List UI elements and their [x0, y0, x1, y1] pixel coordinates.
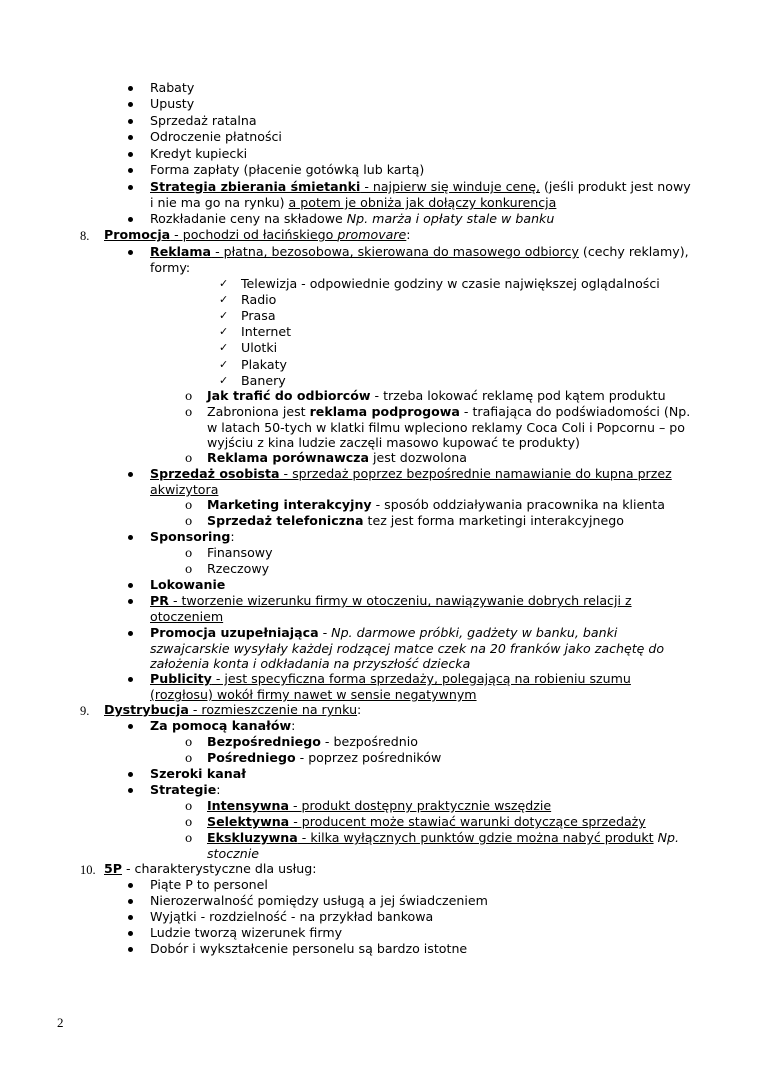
circle-bullet-icon: o	[185, 562, 193, 576]
circle-bullet-icon: o	[185, 405, 193, 419]
section-heading: Dystrybucja - rozmieszczenie na rynku:	[104, 702, 362, 717]
bullet-icon	[128, 899, 133, 904]
media-item: Radio	[241, 292, 277, 307]
selektywna-item: Selektywna - producent może stawiać warunki dotyczące sprzedaży	[207, 814, 646, 829]
circle-bullet-icon: o	[185, 451, 193, 465]
podprogowa-line2: w latach 50-tych w klatki filmu wpleciono reklamy Coca Coli i Popcornu – po	[207, 420, 685, 435]
podprogowa-item: Zabroniona jest reklama podprogowa - trafiająca do podświadomości (Np.	[207, 404, 691, 419]
bullet-icon	[128, 152, 133, 157]
circle-bullet-icon: o	[185, 831, 193, 845]
bullet-icon	[128, 724, 133, 729]
media-item: Banery	[241, 373, 286, 388]
checkmark-icon: ✓	[219, 277, 229, 290]
bullet-icon	[128, 772, 133, 777]
posredniego-item: Pośredniego - poprzez pośredników	[207, 750, 442, 765]
sponsoring-subitem: Finansowy	[207, 545, 273, 560]
list-item: Odroczenie płatności	[150, 129, 282, 144]
bullet-icon	[128, 583, 133, 588]
bullet-icon	[128, 535, 133, 540]
osobista-item: Sprzedaż osobista - sprzedaż poprzez bezpośrednie namawianie do kupna przez	[150, 466, 672, 481]
checkmark-icon: ✓	[219, 358, 229, 371]
uzupelniajaca-item: Promocja uzupełniająca - Np. darmowe próbki, gadżety w banku, banki	[150, 625, 618, 640]
porownawcza-item: Reklama porównawcza jest dozwolona	[207, 450, 467, 465]
list-item-strategia: Strategia zbierania śmietanki - najpierw się winduje cenę, (jeśli produkt jest nowy	[150, 179, 691, 194]
list-item: Kredyt kupiecki	[150, 146, 248, 161]
bullet-icon	[128, 883, 133, 888]
reklama-item: Reklama - płatna, bezosobowa, skierowana do masowego odbiorcy (cechy reklamy),	[150, 244, 689, 259]
bullet-icon	[128, 599, 133, 604]
szeroki-item: Szeroki kanał	[150, 766, 246, 781]
checkmark-icon: ✓	[219, 341, 229, 354]
list-item: Upusty	[150, 96, 195, 111]
reklama-item-line2: formy:	[150, 260, 191, 275]
sponsoring-subitem: Rzeczowy	[207, 561, 270, 576]
bullet-icon	[128, 631, 133, 636]
bullet-icon	[128, 102, 133, 107]
section-heading: Promocja - pochodzi od łacińskiego promovare:	[104, 227, 411, 242]
section-number: 9.	[80, 704, 90, 718]
circle-bullet-icon: o	[185, 389, 193, 403]
bullet-icon	[128, 472, 133, 477]
circle-bullet-icon: o	[185, 751, 193, 765]
bullet-icon	[128, 677, 133, 682]
bullet-icon	[128, 915, 133, 920]
bullet-icon	[128, 119, 133, 124]
media-item: Prasa	[241, 308, 276, 323]
bullet-icon	[128, 250, 133, 255]
list-item: Sprzedaż ratalna	[150, 113, 257, 128]
page-number: 2	[57, 1015, 64, 1030]
ekskluzywna-item: Ekskluzywna - kilka wyłącznych punktów gdzie można nabyć produkt Np.	[207, 830, 679, 845]
circle-bullet-icon: o	[185, 799, 193, 813]
circle-bullet-icon: o	[185, 546, 193, 560]
bullet-icon	[128, 931, 133, 936]
checkmark-icon: ✓	[219, 374, 229, 387]
media-item: Ulotki	[241, 340, 278, 355]
circle-bullet-icon: o	[185, 815, 193, 829]
list-item: Rabaty	[150, 80, 195, 95]
list-item: Dobór i wykształcenie personelu są bardzo istotne	[150, 941, 468, 956]
list-item-rozkladanie: Rozkładanie ceny na składowe Np. marża i opłaty stale w banku	[150, 211, 555, 226]
bezposredniego-item: Bezpośredniego - bezpośrednio	[207, 734, 418, 749]
list-item: Forma zapłaty (płacenie gotówką lub kartą)	[150, 162, 425, 177]
media-item: Internet	[241, 324, 292, 339]
media-item: Telewizja - odpowiednie godziny w czasie największej oglądalności	[241, 276, 660, 291]
bullet-icon	[128, 947, 133, 952]
intensywna-item: Intensywna - produkt dostępny praktycznie wszędzie	[207, 798, 552, 813]
list-item-strategia-line2: i nie ma go na rynku) a potem je obniża jak dołączy konkurencja	[150, 195, 557, 210]
uzupelniajaca-line2: szwajcarskie wysyłały każdej rodzącej matce czek na 20 franków jako zachętę do	[150, 641, 665, 656]
circle-bullet-icon: o	[185, 498, 193, 512]
list-item: Ludzie tworzą wizerunek firmy	[150, 925, 343, 940]
checkmark-icon: ✓	[219, 325, 229, 338]
checkmark-icon: ✓	[219, 309, 229, 322]
uzupelniajaca-line3: założenia konta i odkładania na przyszłość dziecka	[150, 656, 471, 671]
podprogowa-line3: wyjściu z kina ludzie zaczęli masowo kupować te produkty)	[207, 435, 580, 450]
section-number: 10.	[80, 863, 96, 877]
pr-line2: otoczeniem	[150, 609, 224, 624]
lokowanie-item: Lokowanie	[150, 577, 226, 592]
circle-bullet-icon: o	[185, 735, 193, 749]
bullet-icon	[128, 185, 133, 190]
interakcyjny-item: Marketing interakcyjny - sposób oddziaływania pracownika na klienta	[207, 497, 665, 512]
list-item: Wyjątki - rozdzielność - na przykład bankowa	[150, 909, 434, 924]
osobista-line2: akwizytora	[150, 482, 219, 497]
sponsoring-item: Sponsoring:	[150, 529, 235, 544]
jak-item: Jak trafić do odbiorców - trzeba lokować reklamę pod kątem produktu	[207, 388, 666, 403]
bullet-icon	[128, 168, 133, 173]
bullet-icon	[128, 217, 133, 222]
section-number: 8.	[80, 229, 90, 243]
bullet-icon	[128, 135, 133, 140]
circle-bullet-icon: o	[185, 514, 193, 528]
bullet-icon	[128, 86, 133, 91]
media-item: Plakaty	[241, 357, 287, 372]
ekskluzywna-line2: stocznie	[207, 846, 259, 861]
publicity-line2: (rozgłosu) wokół firmy nawet w sensie negatywnym	[150, 687, 477, 702]
pr-item: PR - tworzenie wizerunku firmy w otoczeniu, nawiązywanie dobrych relacji z	[150, 593, 632, 608]
bullet-icon	[128, 788, 133, 793]
list-item: Piąte P to personel	[150, 877, 268, 892]
strategie-item: Strategie:	[150, 782, 221, 797]
section-heading: 5P - charakterystyczne dla usług:	[104, 861, 317, 876]
publicity-item: Publicity - jest specyficzna forma sprzedaży, polegającą na robieniu szumu	[150, 671, 631, 686]
kanalow-item: Za pomocą kanałów:	[150, 718, 296, 733]
telefoniczna-item: Sprzedaż telefoniczna tez jest forma marketingi interakcyjnego	[207, 513, 624, 528]
checkmark-icon: ✓	[219, 293, 229, 306]
list-item: Nierozerwalność pomiędzy usługą a jej świadczeniem	[150, 893, 488, 908]
